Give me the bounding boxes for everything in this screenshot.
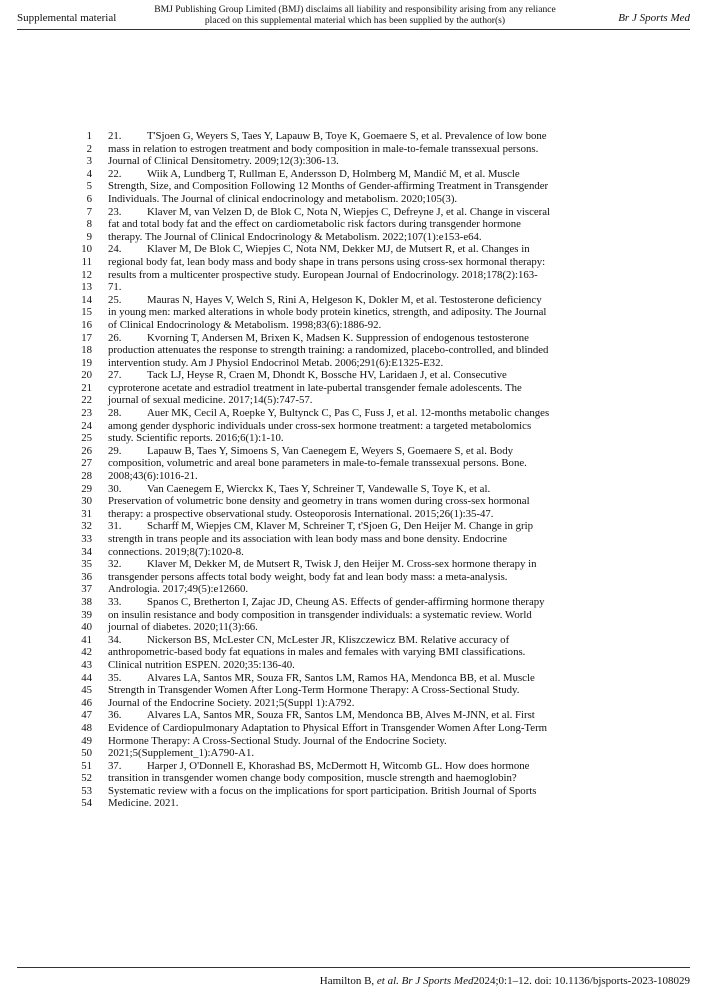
reference-line — [0, 394, 707, 407]
reference-line — [0, 470, 707, 483]
reference-line-text: results from a multicenter prospective study. European Journal of Endocrinology. 2018;178(2):163- — [108, 268, 538, 281]
reference-text — [108, 231, 482, 244]
reference-line-text: 2008;43(6):1016-21. — [108, 470, 198, 483]
reference-line — [0, 306, 707, 319]
reference-line-text: Preservation of volumetric bone density and geometry in trans women during cross-sex hormonal — [108, 495, 530, 508]
reference-line — [0, 344, 707, 357]
reference-text — [108, 218, 521, 231]
reference-line — [0, 206, 707, 219]
header-disclaimer-line-2: placed on this supplemental material which has been supplied by the author(s) — [204, 15, 506, 26]
reference-line-text: Scharff M, Wiepjes CM, Klaver M, Schreiner T, t'Sjoen G, Den Heijer M. Change in grip — [147, 520, 534, 533]
reference-line-text: of Clinical Endocrinology & Metabolism. 1998;83(6):1886-92. — [108, 318, 382, 331]
reference-line — [0, 583, 707, 596]
footer-divider — [17, 967, 690, 968]
reference-number: 35. — [108, 671, 122, 684]
reference-line — [0, 319, 707, 332]
reference-text — [108, 445, 513, 458]
line-number: 27 — [81, 457, 92, 470]
reference-line-text: Nickerson BS, McLester CN, McLester JR, Kliszczewicz BM. Relative accuracy of — [147, 633, 510, 646]
reference-text — [108, 609, 532, 622]
reference-line-text: therapy: a prospective observational study. Osteoporosis International. 2015;26(1):35-47. — [108, 507, 494, 520]
reference-number: 28. — [108, 407, 122, 420]
line-number: 51 — [81, 759, 92, 772]
reference-line-text: in young men: marked alterations in whole body protein kinetics, strength, and adiposity. The Journal — [108, 306, 547, 319]
reference-line-text: transition in transgender women change body composition, muscle strength and haemoglobin? — [108, 772, 517, 785]
reference-line — [0, 332, 707, 345]
line-number: 5 — [86, 180, 92, 193]
reference-number: 30. — [108, 482, 122, 495]
reference-text — [108, 697, 354, 710]
reference-line — [0, 785, 707, 798]
line-number: 49 — [81, 734, 92, 747]
reference-line — [0, 646, 707, 659]
reference-line-text: Clinical nutrition ESPEN. 2020;35:136-40. — [108, 658, 295, 671]
reference-line — [0, 659, 707, 672]
reference-line — [0, 193, 707, 206]
line-number: 45 — [81, 684, 92, 697]
reference-text — [108, 269, 538, 282]
reference-text — [108, 520, 533, 533]
reference-text — [108, 672, 535, 685]
reference-text — [108, 470, 198, 483]
line-number: 34 — [81, 545, 92, 558]
reference-line-text: Systematic review with a focus on the implications for sport participation. British Journal of Sports — [108, 784, 537, 797]
line-number: 28 — [81, 470, 92, 483]
line-number: 24 — [81, 419, 92, 432]
reference-line-text: Evidence of Cardiopulmonary Adaptation to Physical Effort in Transgender Women After Long-Term — [108, 721, 548, 734]
line-number: 47 — [81, 709, 92, 722]
reference-line-text: transgender persons affects total body weight, body fat and lean body mass: a meta-analysis. — [108, 570, 508, 583]
reference-text — [108, 382, 522, 395]
line-number: 40 — [81, 621, 92, 634]
reference-line — [0, 269, 707, 282]
reference-text — [108, 735, 447, 748]
reference-number: 29. — [108, 444, 122, 457]
line-number: 15 — [81, 306, 92, 319]
reference-number: 33. — [108, 595, 122, 608]
reference-line — [0, 180, 707, 193]
line-number: 14 — [81, 293, 92, 306]
reference-line — [0, 722, 707, 735]
line-number: 23 — [81, 407, 92, 420]
reference-line-text: Journal of the Endocrine Society. 2021;5(Suppl 1):A792. — [108, 696, 355, 709]
reference-line-text: Individuals. The Journal of clinical endocrinology and metabolism. 2020;105(3). — [108, 192, 458, 205]
reference-text — [108, 243, 530, 256]
reference-text — [108, 571, 507, 584]
footer-author: Hamilton B, — [319, 975, 375, 987]
line-number: 4 — [86, 167, 92, 180]
reference-line-text: 71. — [108, 281, 122, 294]
reference-line — [0, 294, 707, 307]
reference-text — [108, 457, 527, 470]
footer-journal: et al. Br J Sports Med — [376, 975, 474, 987]
reference-text — [108, 193, 457, 206]
line-number: 3 — [86, 155, 92, 168]
reference-line — [0, 369, 707, 382]
header-journal-name: Br J Sports Med — [618, 12, 690, 24]
reference-line — [0, 407, 707, 420]
reference-line — [0, 735, 707, 748]
line-number: 53 — [81, 784, 92, 797]
reference-line-text: Wiik A, Lundberg T, Rullman E, Andersson D, Holmberg M, Mandić M, et al. Muscle — [147, 167, 520, 180]
footer-citation — [320, 975, 690, 987]
line-number: 50 — [81, 747, 92, 760]
reference-text — [108, 319, 381, 332]
line-number: 17 — [81, 331, 92, 344]
reference-line-text: 2021;5(Supplement_1):A790-A1. — [108, 747, 255, 760]
reference-line — [0, 772, 707, 785]
line-number: 6 — [86, 192, 92, 205]
reference-line — [0, 382, 707, 395]
line-number: 44 — [81, 671, 92, 684]
reference-line — [0, 218, 707, 231]
reference-line — [0, 571, 707, 584]
reference-line-text: Alvares LA, Santos MR, Souza FR, Santos LM, Ramos HA, Mendonca BB, et al. Muscle — [147, 671, 535, 684]
reference-line-text: Andrologia. 2017;49(5):e12660. — [108, 583, 249, 596]
reference-text — [108, 256, 545, 269]
reference-line-text: Van Caenegem E, Wierckx K, Taes Y, Schreiner T, Vandewalle S, Toye K, et al. — [147, 482, 491, 495]
reference-text — [108, 420, 531, 433]
reference-text — [108, 281, 122, 294]
reference-line-text: strength in trans people and its association with lean body mass and bone density. Endocrine — [108, 533, 507, 545]
reference-line-text: Alvares LA, Santos MR, Souza FR, Santos LM, Mendonca BB, Alves M-JNN, et al. First — [147, 709, 535, 722]
reference-number: 25. — [108, 293, 122, 306]
reference-line — [0, 357, 707, 370]
reference-line — [0, 130, 707, 143]
reference-line-text: regional body fat, lean body mass and body shape in trans persons using cross-sex hormonal therapy: — [108, 255, 546, 268]
reference-line-text: Tack LJ, Heyse R, Craen M, Dhondt K, Bossche HV, Laridaen J, et al. Consecutive — [147, 369, 507, 382]
reference-text — [108, 143, 538, 156]
reference-line-text: therapy. The Journal of Clinical Endocrinology & Metabolism. 2022;107(1):e153-e64. — [108, 230, 482, 243]
reference-text — [108, 180, 548, 193]
header-left-label: Supplemental material — [17, 12, 117, 24]
reference-text — [108, 369, 507, 382]
reference-line — [0, 697, 707, 710]
reference-line-text: Lapauw B, Taes Y, Simoens S, Van Caenegem E, Weyers S, Goemaere S, et al. Body — [147, 444, 514, 457]
footer-doi: 2024;0:1–12. doi: 10.1136/bjsports-2023-108029 — [473, 975, 690, 987]
reference-line-text: T'Sjoen G, Weyers S, Taes Y, Lapauw B, Toye K, Goemaere S, et al. Prevalence of low bone — [147, 130, 547, 142]
reference-text — [108, 546, 244, 559]
reference-text — [108, 495, 530, 508]
reference-line — [0, 546, 707, 559]
reference-line-text: production attenuates the response to strength training: a randomized, placebo-controlled, and blinded — [108, 344, 549, 357]
line-number: 33 — [81, 533, 92, 545]
reference-text — [108, 747, 254, 760]
reference-line-text: journal of diabetes. 2020;11(3):66. — [108, 621, 258, 634]
reference-line-text: study. Scientific reports. 2016;6(1):1-10. — [108, 432, 284, 445]
reference-text — [108, 306, 546, 319]
reference-line — [0, 533, 707, 546]
reference-number: 31. — [108, 520, 122, 533]
reference-line-text: fat and total body fat and the effect on cardiometabolic risk factors during transgender hormone — [108, 218, 521, 231]
reference-line — [0, 256, 707, 269]
reference-line — [0, 420, 707, 433]
reference-line — [0, 797, 707, 810]
reference-number: 36. — [108, 709, 122, 722]
reference-line-text: on insulin resistance and body composition in transgender individuals: a systematic review. World — [108, 608, 532, 621]
reference-text — [108, 533, 507, 546]
header-disclaimer — [150, 4, 560, 26]
reference-text — [108, 659, 295, 672]
reference-line-text: Harper J, O'Donnell E, Khorashad BS, McDermott H, Witcomb GL. How does hormone — [147, 759, 530, 772]
reference-text — [108, 394, 313, 407]
line-number: 54 — [81, 797, 92, 810]
reference-number: 27. — [108, 369, 122, 382]
reference-line-text: journal of sexual medicine. 2017;14(5):747-57. — [108, 394, 313, 407]
reference-number: 34. — [108, 633, 122, 646]
reference-text — [108, 596, 545, 609]
reference-line — [0, 281, 707, 294]
reference-text — [108, 508, 494, 521]
line-number: 30 — [81, 495, 92, 508]
line-number: 1 — [86, 130, 92, 142]
reference-line-text: Strength in Transgender Women After Long-Term Hormone Therapy: A Cross-Sectional Study. — [108, 684, 520, 697]
reference-line — [0, 747, 707, 760]
line-number: 13 — [81, 281, 92, 294]
line-number: 12 — [81, 268, 92, 281]
line-number: 31 — [81, 507, 92, 520]
line-number: 10 — [81, 243, 92, 256]
reference-line-text: Spanos C, Bretherton I, Zajac JD, Cheung AS. Effects of gender-affirming hormone therapy — [147, 595, 545, 608]
reference-line — [0, 634, 707, 647]
reference-text — [108, 621, 258, 634]
reference-text — [108, 155, 339, 168]
reference-text — [108, 634, 509, 647]
reference-text — [108, 130, 547, 143]
line-number: 16 — [81, 318, 92, 331]
line-number: 42 — [81, 646, 92, 659]
reference-line — [0, 231, 707, 244]
line-number: 8 — [86, 218, 92, 231]
reference-text — [108, 785, 537, 798]
reference-line-text: Hormone Therapy: A Cross-Sectional Study. Journal of the Endocrine Society. — [108, 734, 447, 747]
reference-line — [0, 684, 707, 697]
reference-line — [0, 609, 707, 622]
reference-line-text: Strength, Size, and Composition Following 12 Months of Gender-affirming Treatment in Transgender — [108, 180, 549, 193]
line-number: 19 — [81, 356, 92, 369]
line-number: 35 — [81, 558, 92, 571]
reference-line-text: Klaver M, van Velzen D, de Blok C, Nota N, Wiepjes C, Defreyne J, et al. Change in visceral — [147, 205, 551, 218]
line-number: 41 — [81, 633, 92, 646]
reference-line-text: Medicine. 2021. — [108, 797, 179, 810]
reference-line-text: intervention study. Am J Physiol Endocrinol Metab. 2006;291(6):E1325-E32. — [108, 356, 444, 369]
reference-line — [0, 143, 707, 156]
reference-number: 32. — [108, 558, 122, 571]
line-number: 38 — [81, 595, 92, 608]
reference-line — [0, 243, 707, 256]
reference-line-text: composition, volumetric and areal bone parameters in male-to-female transsexual persons. Bone. — [108, 457, 527, 470]
line-number: 11 — [81, 255, 92, 268]
reference-text — [108, 646, 525, 659]
line-number: 7 — [86, 205, 92, 218]
line-number: 9 — [86, 230, 92, 243]
reference-number: 23. — [108, 205, 122, 218]
line-number: 39 — [81, 608, 92, 621]
line-number: 36 — [81, 570, 92, 583]
reference-number: 26. — [108, 331, 122, 344]
reference-number: 22. — [108, 167, 122, 180]
reference-list — [0, 130, 707, 810]
reference-line-text: among gender dysphoric individuals under cross-sex hormone treatment: a targeted metabolomics — [108, 419, 532, 432]
line-number: 46 — [81, 696, 92, 709]
line-number: 43 — [81, 658, 92, 671]
reference-line — [0, 508, 707, 521]
reference-line — [0, 709, 707, 722]
reference-line — [0, 457, 707, 470]
reference-line-text: Auer MK, Cecil A, Roepke Y, Bultynck C, Pas C, Fuss J, et al. 12-months metabolic changes — [147, 407, 550, 420]
reference-text — [108, 332, 529, 345]
reference-number: 21. — [108, 130, 122, 142]
reference-text — [108, 722, 547, 735]
reference-line-text: Mauras N, Hayes V, Welch S, Rini A, Helgeson K, Dokler M, et al. Testosterone deficiency — [147, 293, 542, 306]
reference-line — [0, 432, 707, 445]
line-number: 29 — [81, 482, 92, 495]
reference-text — [108, 772, 517, 785]
reference-line-text: Klaver M, De Blok C, Wiepjes C, Nota NM, Dekker MJ, de Mutsert R, et al. Changes in — [147, 243, 530, 256]
reference-text — [108, 797, 178, 810]
reference-text — [108, 558, 536, 571]
reference-line — [0, 520, 707, 533]
reference-line-text: mass in relation to estrogen treatment and body composition in male-to-female transsexual persons. — [108, 142, 539, 155]
reference-number: 24. — [108, 243, 122, 256]
reference-text — [108, 206, 550, 219]
reference-line — [0, 760, 707, 773]
reference-text — [108, 294, 542, 307]
reference-text — [108, 684, 519, 697]
reference-text — [108, 483, 490, 496]
reference-line — [0, 155, 707, 168]
reference-line-text: Klaver M, Dekker M, de Mutsert R, Twisk J, den Heijer M. Cross-sex hormone therapy in — [147, 558, 537, 571]
line-number: 52 — [81, 772, 92, 785]
reference-line — [0, 483, 707, 496]
reference-text — [108, 760, 529, 773]
reference-line — [0, 672, 707, 685]
reference-text — [108, 432, 284, 445]
header-divider — [17, 29, 690, 30]
reference-line — [0, 558, 707, 571]
reference-line-text: Journal of Clinical Densitometry. 2009;12(3):306-13. — [108, 155, 339, 168]
reference-text — [108, 583, 248, 596]
line-number: 22 — [81, 394, 92, 407]
line-number: 32 — [81, 520, 92, 533]
reference-text — [108, 168, 520, 181]
line-number: 48 — [81, 721, 92, 734]
line-number: 25 — [81, 432, 92, 445]
header-disclaimer-line-1: BMJ Publishing Group Limited (BMJ) disclaims all liability and responsibility arising from any reliance — [154, 4, 556, 15]
line-number: 18 — [81, 344, 92, 357]
reference-line-text: anthropometric-based body fat equations in males and females with varying BMI classifications. — [108, 646, 526, 659]
reference-line-text: connections. 2019;8(7):1020-8. — [108, 545, 244, 558]
line-number: 2 — [86, 142, 92, 155]
line-number: 21 — [81, 381, 92, 394]
reference-text — [108, 344, 548, 357]
reference-line — [0, 596, 707, 609]
reference-line-text: Kvorning T, Andersen M, Brixen K, Madsen K. Suppression of endogenous testosterone — [147, 331, 529, 344]
reference-text — [108, 357, 443, 370]
reference-number: 37. — [108, 759, 122, 772]
reference-text — [108, 407, 549, 420]
reference-line — [0, 168, 707, 181]
reference-line — [0, 495, 707, 508]
reference-line-text: cyproterone acetate and estradiol treatment in late-pubertal transgender female adolescents. The — [108, 381, 522, 394]
reference-text — [108, 709, 535, 722]
line-number: 37 — [81, 583, 92, 596]
reference-line — [0, 445, 707, 458]
line-number: 26 — [81, 444, 92, 457]
reference-line — [0, 621, 707, 634]
line-number: 20 — [81, 369, 92, 382]
